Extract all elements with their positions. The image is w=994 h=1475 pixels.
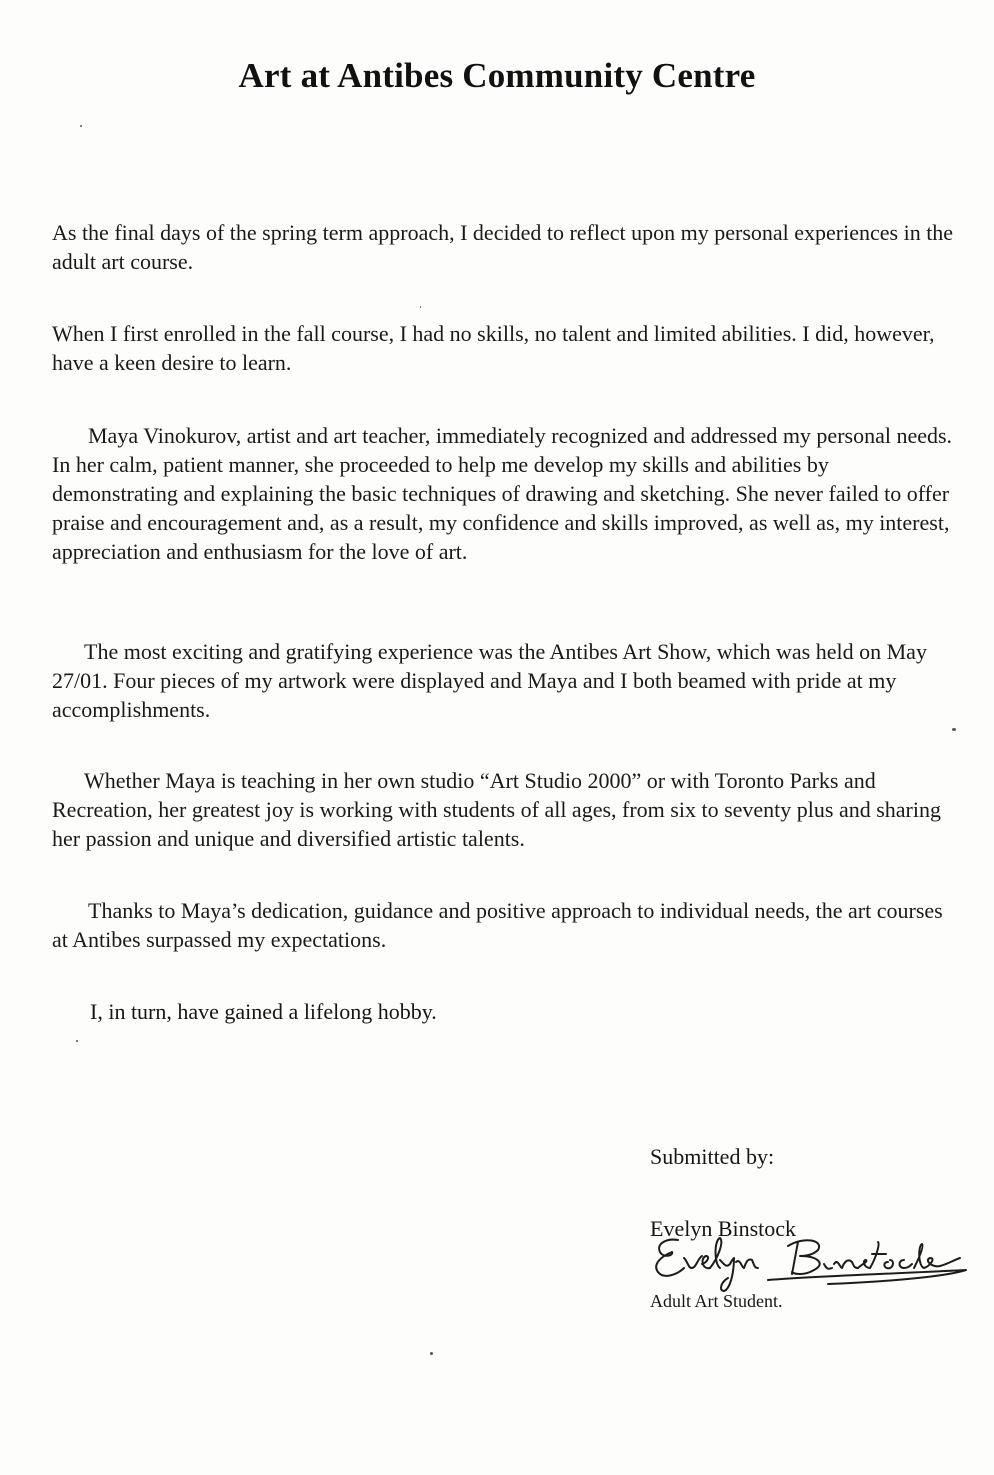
paragraph-7: I, in turn, have gained a lifelong hobby. — [90, 999, 437, 1024]
document-title: Art at Antibes Community Centre — [238, 56, 756, 95]
paragraph-5: Whether Maya is teaching in her own studio “Art Studio 2000” or with Toronto Parks and Recreation, her greatest joy is working with students of all ages, from six to seventy plus and sharing her passion and unique and diversified artistic talents. — [52, 768, 941, 851]
paragraph-1: As the final days of the spring term approach, I decided to reflect upon my personal experiences in the adult art course. — [52, 220, 954, 274]
submitted-label: Submitted by: — [650, 1144, 775, 1169]
paragraph-2: When I first enrolled in the fall course, I had no skills, no talent and limited abilities. I did, however, have a keen desire to learn. — [52, 321, 935, 375]
scan-speck — [80, 125, 82, 127]
scan-speck — [420, 306, 421, 308]
scan-speck — [952, 728, 956, 731]
paragraph-3: Maya Vinokurov, artist and art teacher, immediately recognized and addressed my personal needs. In her calm, patient manner, she proceeded to help me develop my skills and abilities by demonstrating and explaining the basic techniques of drawing and sketching. She never failed to offer praise and encouragement and, as a result, my confidence and skills improved, as well as, my interest, appreciation and enthusiasm for the love of art. — [52, 423, 953, 564]
signer-role: Adult Art Student. — [650, 1291, 783, 1311]
handwritten-signature — [648, 1228, 978, 1298]
signer-name: Evelyn Binstock — [650, 1216, 797, 1241]
scan-speck — [430, 1352, 433, 1355]
scan-speck — [76, 1040, 78, 1042]
paragraph-4: The most exciting and gratifying experience was the Antibes Art Show, which was held on May 27/01. Four pieces of my artwork were displayed and Maya and I both beamed with pride at my accomplishments. — [52, 639, 927, 722]
paragraph-6: Thanks to Maya’s dedication, guidance and positive approach to individual needs, the art courses at Antibes surpassed my expectations. — [52, 898, 943, 952]
